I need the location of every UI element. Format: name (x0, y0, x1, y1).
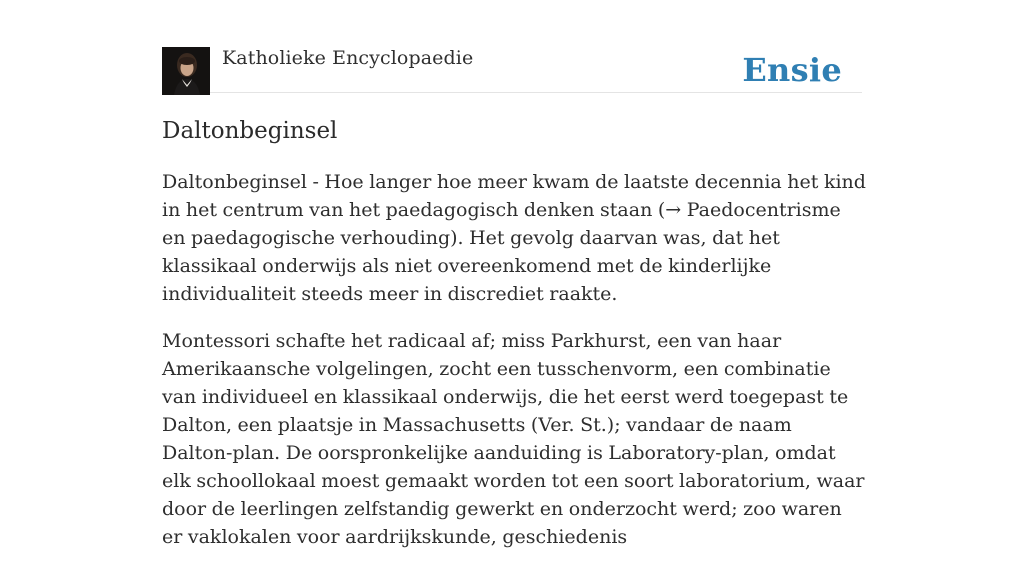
brand-logo-link[interactable]: Ensie (742, 51, 842, 89)
page-header (162, 46, 862, 93)
page-title: Daltonbeginsel (162, 118, 338, 144)
source-name[interactable]: Katholieke Encyclopaedie (222, 47, 474, 69)
article-body (162, 168, 867, 570)
portrait-avatar-icon[interactable] (162, 47, 210, 95)
article-paragraph-2: Montessori schafte het radicaal af; miss Parkhurst, een van haar Amerikaansche volgelingen, zocht een tusschenvorm, een combinatie van individueel en klassikaal onderwijs, die het eerst werd toegepast te Dalton, een plaatsje in Massachusetts (Ver. St.); vandaar de naam Dalton-plan. De oorspronkelijke aanduiding is Laboratory-plan, omdat elk schoollokaal moest gemaakt worden tot een soort laboratorium, waar door de leerlingen zelfstandig gewerkt en onderzocht werd; zoo waren er vaklokalen voor aardrijkskunde, geschiedenis (162, 330, 865, 548)
article-paragraph-1: Daltonbeginsel - Hoe langer hoe meer kwam de laatste decennia het kind in het centrum van het paedagogisch denken staan (→ Paedocentrisme en paedagogische verhouding). Het gevolg daarvan was, dat het klassikaal onderwijs als niet overeenkomend met de kinderlijke individualiteit steeds meer in discrediet raakte. (162, 171, 866, 305)
